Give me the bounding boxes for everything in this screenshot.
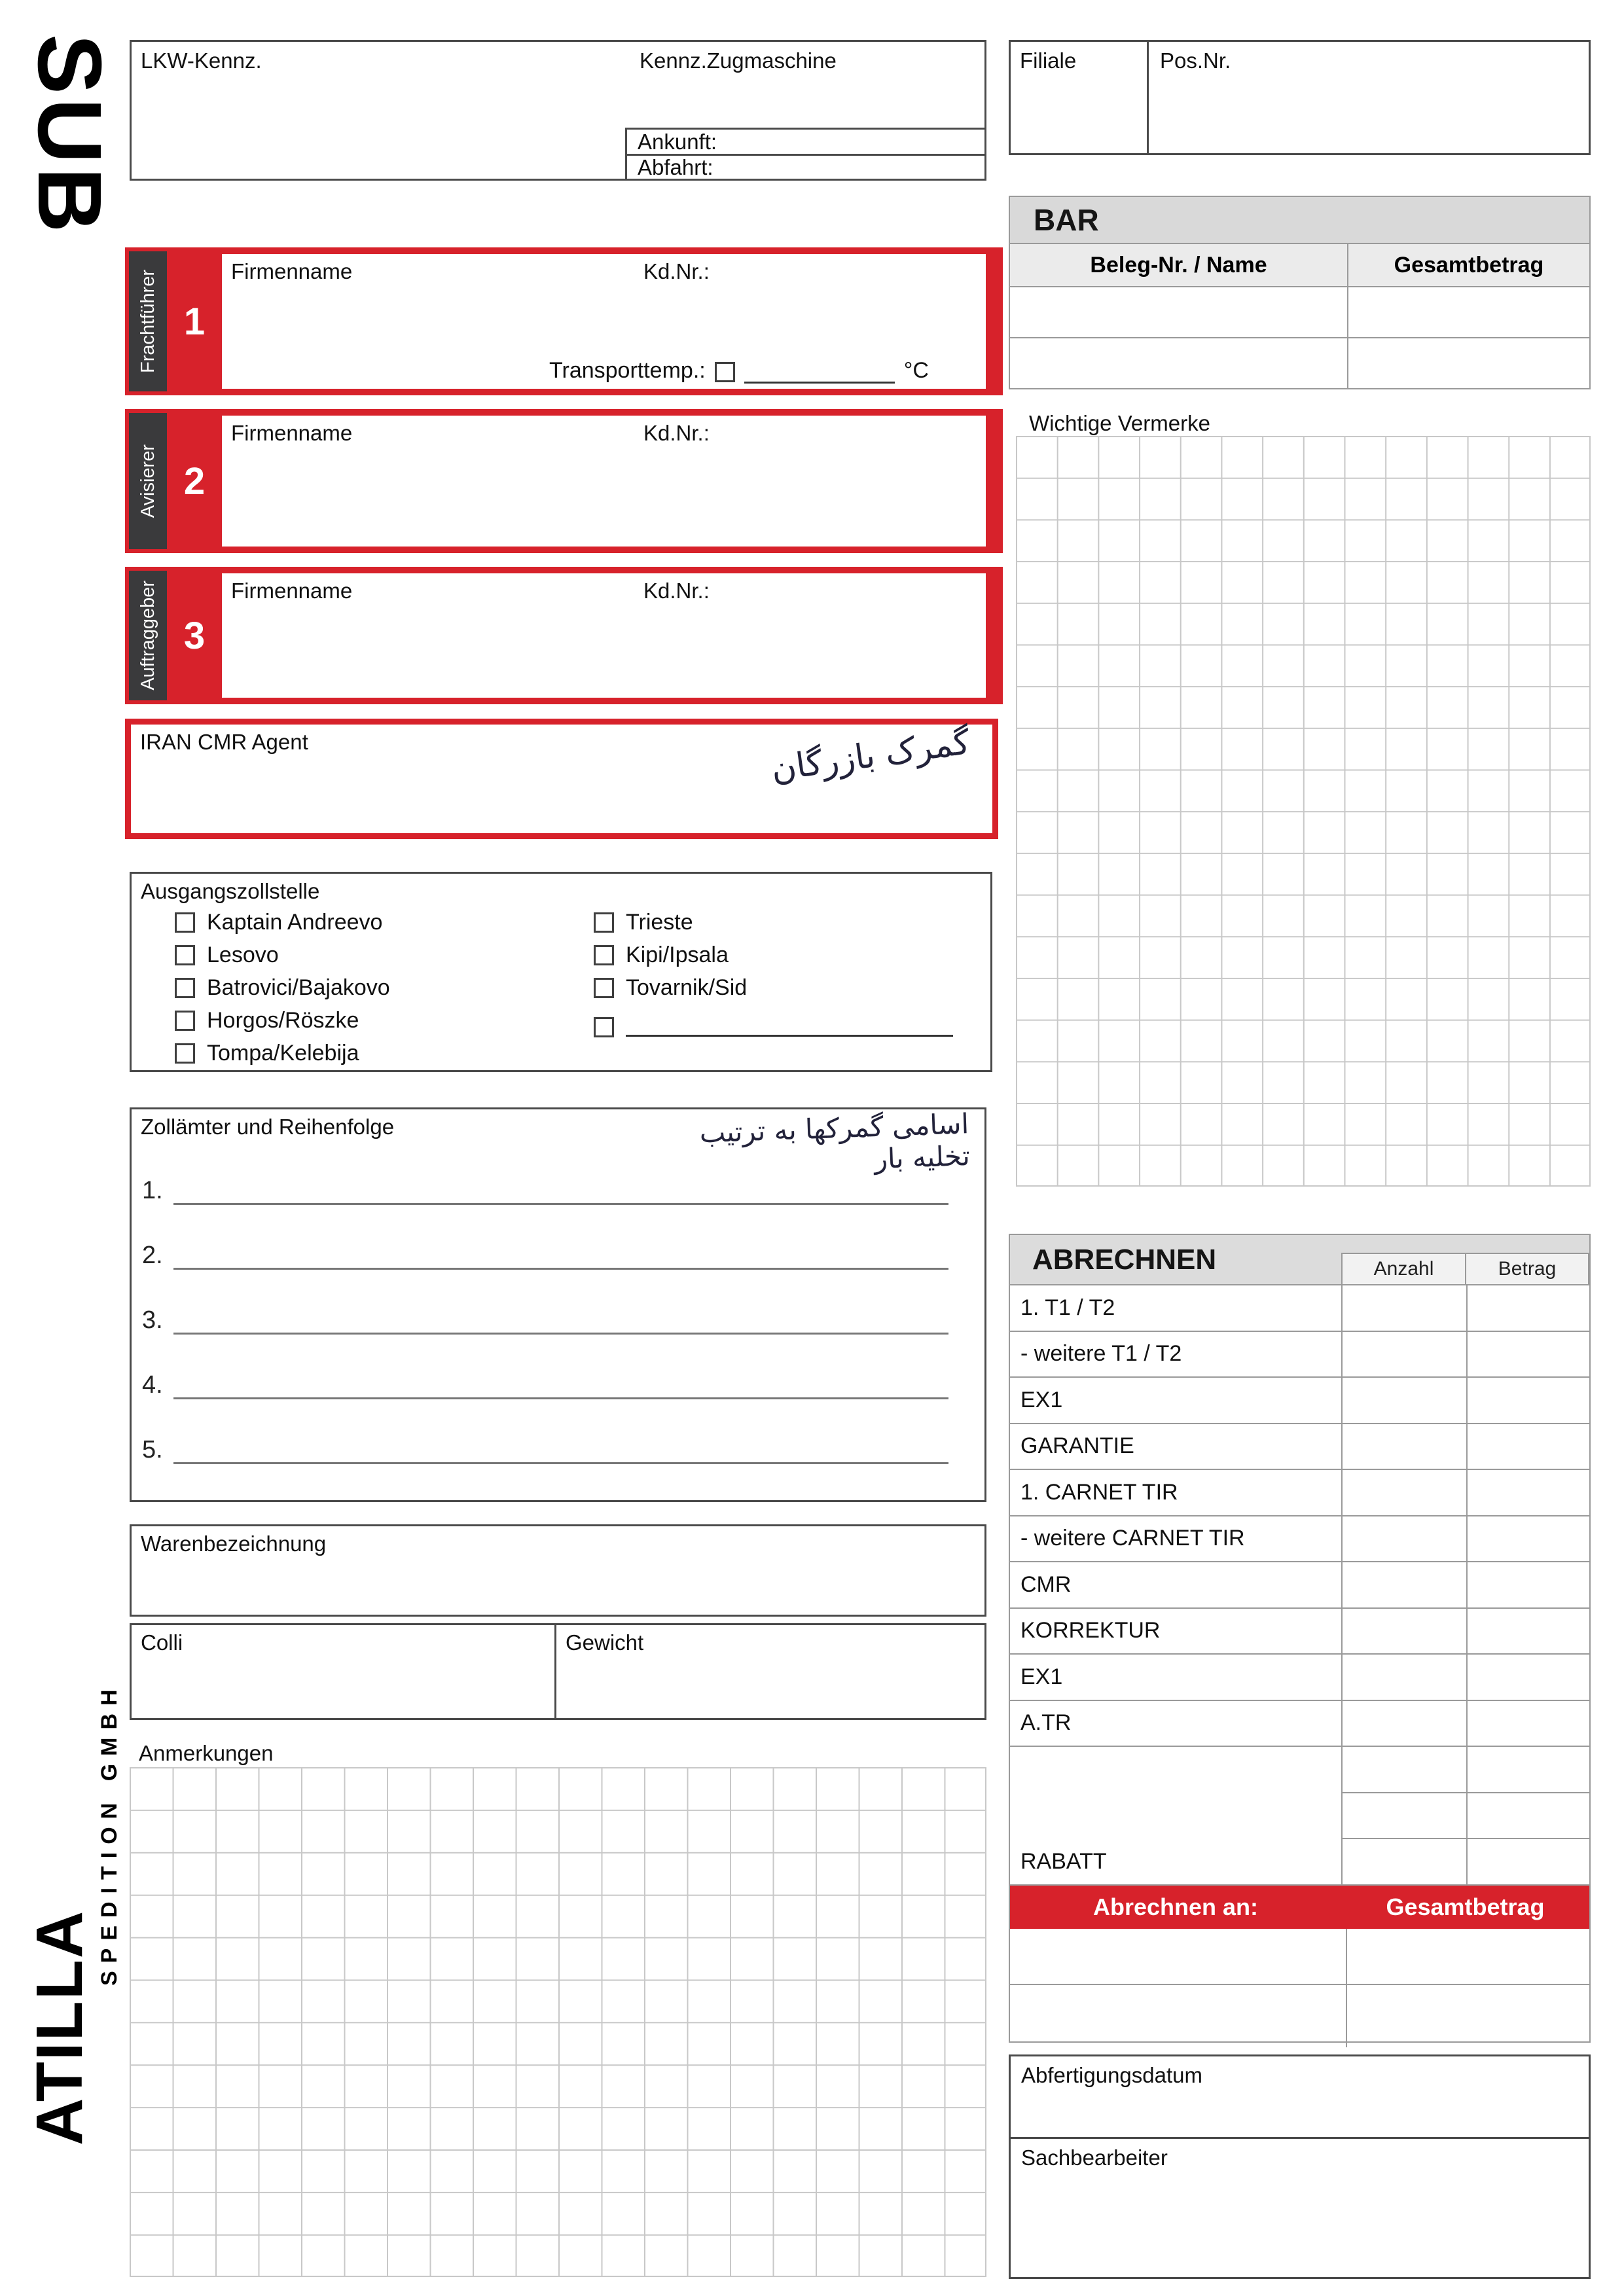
party-2-kdnr-label: Kd.Nr.: — [643, 421, 710, 445]
anzahl-cell[interactable] — [1341, 1424, 1466, 1471]
party-3-firmenname-label: Firmenname — [231, 579, 353, 603]
row-label: EX1 — [1010, 1378, 1341, 1424]
betrag-cell[interactable] — [1466, 1285, 1589, 1332]
party-1-fields[interactable] — [222, 254, 986, 389]
party-3-fields[interactable] — [222, 573, 986, 698]
filiale-divider — [1147, 42, 1149, 153]
betrag-cell[interactable] — [1466, 1424, 1589, 1471]
betrag-cell[interactable] — [1466, 1655, 1589, 1701]
betrag-cell[interactable] — [1466, 1378, 1589, 1424]
warenbezeichnung-label: Warenbezeichnung — [141, 1532, 327, 1556]
bar-row-2-beleg-cell[interactable] — [1010, 338, 1347, 388]
row-label: RABATT — [1010, 1839, 1341, 1886]
row-label: - weitere CARNET TIR — [1010, 1516, 1341, 1563]
filiale-label: Filiale — [1020, 48, 1077, 73]
option-lesovo — [175, 944, 390, 965]
abrechnen-table — [1009, 1234, 1591, 2043]
kipi-ipsala-checkbox[interactable] — [594, 945, 614, 965]
option-trieste — [594, 909, 973, 935]
abrechnen-column-headers — [1341, 1253, 1589, 1285]
anzahl-cell[interactable] — [1341, 1516, 1466, 1563]
anzahl-cell[interactable] — [1341, 1701, 1466, 1748]
ausgangszollstelle-label: Ausgangszollstelle — [141, 879, 320, 903]
option-other — [594, 1016, 973, 1037]
row-label: A.TR — [1010, 1701, 1341, 1748]
abrechnen-row-ex1-2 — [1010, 1655, 1589, 1701]
kaptain-andreevo-label: Kaptain Andreevo — [207, 909, 383, 935]
row-label: KORREKTUR — [1010, 1609, 1341, 1655]
tovarnik-sid-checkbox[interactable] — [594, 978, 614, 998]
bar-header-row — [1010, 243, 1589, 286]
zollaemter-label: Zollämter und Reihenfolge — [141, 1115, 395, 1139]
arrival-departure-box[interactable] — [625, 128, 984, 179]
line-4-number: 4. — [142, 1371, 163, 1399]
transporttemp-fill-line[interactable] — [744, 364, 895, 384]
kipi-ipsala-label: Kipi/Ipsala — [626, 942, 729, 967]
anzahl-cell[interactable] — [1341, 1285, 1466, 1332]
abrechnen-row-garantie — [1010, 1424, 1589, 1471]
row-label: GARANTIE — [1010, 1424, 1341, 1471]
line-1-number: 1. — [142, 1177, 163, 1204]
abrechnen-row-cmr — [1010, 1562, 1589, 1609]
gewicht-box[interactable] — [554, 1623, 986, 1720]
iran-cmr-agent-box[interactable] — [125, 719, 998, 839]
transporttemp-checkbox[interactable] — [715, 362, 735, 382]
ankunft-row[interactable] — [627, 130, 984, 156]
betrag-cell[interactable] — [1466, 1562, 1589, 1609]
option-horgos-roeszke — [175, 1007, 390, 1033]
footer-box — [1009, 2054, 1591, 2279]
abrechnen-row-t1t2 — [1010, 1285, 1589, 1332]
abrechnen-header — [1010, 1235, 1589, 1285]
horgos-roeszke-label: Horgos/Röszke — [207, 1007, 359, 1033]
abrechnen-row-weitere-carnet-tir — [1010, 1516, 1589, 1563]
abrechnen-an-label: Abrechnen an: — [1092, 1893, 1259, 1920]
zollaemter-box — [130, 1107, 986, 1502]
gesamtbetrag-cell-2[interactable] — [1346, 1985, 1589, 2047]
horgos-roeszke-checkbox[interactable] — [175, 1011, 195, 1031]
iran-cmr-agent-label: IRAN CMR Agent — [140, 730, 308, 754]
party-2-number: 2 — [183, 459, 206, 503]
bar-col-beleg-header: Beleg-Nr. / Name — [1090, 252, 1267, 278]
anzahl-cell[interactable] — [1341, 1839, 1466, 1886]
abrechnen-an-bar — [1010, 1886, 1589, 1929]
abrechnen-row-atr — [1010, 1701, 1589, 1748]
sachbearbeiter-label: Sachbearbeiter — [1021, 2145, 1168, 2170]
ausgangszollstelle-box — [130, 872, 992, 1072]
row-label: - weitere T1 / T2 — [1010, 1332, 1341, 1378]
zollamt-line-1 — [142, 1175, 948, 1205]
batrovici-bajakovo-checkbox[interactable] — [175, 978, 195, 998]
lesovo-checkbox[interactable] — [175, 945, 195, 965]
anzahl-cell[interactable] — [1341, 1332, 1466, 1378]
transporttemp-label: Transporttemp.: — [549, 358, 706, 383]
party-2-firmenname-label: Firmenname — [231, 421, 353, 445]
abrechnen-row-carnet-tir — [1010, 1470, 1589, 1516]
kennz-zugmaschine-label: Kennz.Zugmaschine — [640, 48, 837, 73]
betrag-cell[interactable] — [1466, 1470, 1589, 1516]
abfahrt-label: Abfahrt: — [638, 154, 713, 179]
other-zollstelle-fill-line[interactable] — [626, 1017, 953, 1037]
line-3-number: 3. — [142, 1306, 163, 1334]
anzahl-cell[interactable] — [1341, 1793, 1466, 1840]
gesamtbetrag-label: Gesamtbetrag — [1386, 1893, 1545, 1920]
abrechnen-row-rabatt — [1010, 1839, 1589, 1886]
anmerkungen-label: Anmerkungen — [139, 1741, 274, 1765]
option-tovarnik-sid — [594, 977, 973, 998]
abrechnen-row-ex1 — [1010, 1378, 1589, 1424]
row-label — [1010, 1747, 1341, 1793]
kaptain-andreevo-checkbox[interactable] — [175, 912, 195, 933]
anzahl-cell[interactable] — [1341, 1378, 1466, 1424]
zollaemter-lines — [142, 1175, 948, 1499]
line-2-number: 2. — [142, 1242, 163, 1269]
zollamt-line-5 — [142, 1434, 948, 1464]
party-section-frachtfuehrer — [125, 247, 1003, 395]
anzahl-cell[interactable] — [1341, 1470, 1466, 1516]
option-tompa-kelebija — [175, 1040, 390, 1066]
auftraggeber-role-label: Auftraggeber — [137, 581, 158, 691]
party-2-fields[interactable] — [222, 416, 986, 547]
batrovici-bajakovo-label: Batrovici/Bajakovo — [207, 975, 390, 1000]
zollamt-line-3 — [142, 1304, 948, 1335]
row-label: 1. CARNET TIR — [1010, 1470, 1341, 1516]
abrechnen-title: ABRECHNEN — [1032, 1243, 1217, 1276]
party-1-number: 1 — [183, 300, 206, 343]
party-section-auftraggeber — [125, 567, 1003, 704]
abrechnen-row-weitere-t1t2 — [1010, 1332, 1589, 1378]
zollaemter-handwriting: اسامی گمرکها به ترتیب تخلیه بار — [698, 1107, 971, 1175]
betrag-cell[interactable] — [1466, 1609, 1589, 1655]
betrag-column-header: Betrag — [1466, 1253, 1589, 1285]
abrechnen-total-row-1 — [1010, 1929, 1589, 1985]
zollstelle-left-column — [175, 909, 390, 1075]
transporttemp-row — [549, 358, 929, 384]
filiale-posnr-box[interactable] — [1009, 40, 1591, 155]
betrag-cell[interactable] — [1466, 1839, 1589, 1886]
abrechnen-an-cell-2[interactable] — [1010, 1985, 1346, 2047]
tompa-kelebija-label: Tompa/Kelebija — [207, 1040, 359, 1066]
lesovo-label: Lesovo — [207, 942, 279, 967]
row-label — [1010, 1793, 1341, 1840]
anzahl-cell[interactable] — [1341, 1562, 1466, 1609]
option-kaptain-andreevo — [175, 909, 390, 935]
ankunft-label: Ankunft: — [638, 129, 717, 154]
row-label: EX1 — [1010, 1655, 1341, 1701]
wichtige-vermerke-label: Wichtige Vermerke — [1029, 411, 1210, 435]
bar-row-1-beleg-cell[interactable] — [1010, 287, 1347, 337]
line-3-fill[interactable] — [173, 1333, 948, 1335]
sub-logo: SUB — [19, 34, 120, 237]
gewicht-label: Gewicht — [566, 1630, 644, 1655]
colli-label: Colli — [141, 1630, 183, 1655]
abrechnen-row-korrektur — [1010, 1609, 1589, 1655]
abfertigungsdatum-box[interactable] — [1011, 2056, 1589, 2139]
bar-col-gesamt-header: Gesamtbetrag — [1347, 244, 1589, 286]
lkw-kennz-label: LKW-Kennz. — [141, 48, 262, 73]
vermerke-grid[interactable] — [1016, 436, 1591, 1187]
pos-nr-label: Pos.Nr. — [1160, 48, 1231, 73]
bar-title: BAR — [1010, 197, 1589, 243]
line-4-fill[interactable] — [173, 1397, 948, 1399]
bar-row-2-gesamt-cell[interactable] — [1347, 338, 1589, 388]
bar-row-1-gesamt-cell[interactable] — [1347, 287, 1589, 337]
betrag-cell[interactable] — [1466, 1793, 1589, 1840]
betrag-cell[interactable] — [1466, 1516, 1589, 1563]
party-3-kdnr-label: Kd.Nr.: — [643, 579, 710, 603]
celsius-label: °C — [903, 358, 929, 383]
other-zollstelle-checkbox[interactable] — [594, 1017, 614, 1037]
avisierer-role-label: Avisierer — [137, 444, 158, 518]
option-batrovici-bajakovo — [175, 977, 390, 998]
sachbearbeiter-box[interactable] — [1011, 2139, 1589, 2177]
line-1-fill[interactable] — [173, 1203, 948, 1205]
party-section-avisierer — [125, 409, 1003, 553]
line-5-fill[interactable] — [173, 1462, 948, 1464]
party-1-firmenname-label: Firmenname — [231, 259, 353, 283]
anzahl-cell[interactable] — [1341, 1609, 1466, 1655]
abrechnen-an-cell[interactable] — [1010, 1929, 1346, 1985]
truck-info-box[interactable] — [130, 40, 986, 181]
party-3-number: 3 — [183, 614, 206, 657]
abrechnen-row-empty-2 — [1010, 1793, 1589, 1840]
tovarnik-sid-label: Tovarnik/Sid — [626, 975, 748, 1000]
anzahl-column-header: Anzahl — [1341, 1253, 1466, 1285]
abrechnen-total-row-2 — [1010, 1985, 1589, 2041]
zollamt-line-2 — [142, 1240, 948, 1270]
bar-row-2 — [1010, 337, 1589, 388]
bar-row-1 — [1010, 286, 1589, 337]
zollstelle-right-column — [594, 909, 973, 1049]
option-kipi-ipsala — [594, 944, 973, 965]
betrag-cell[interactable] — [1466, 1701, 1589, 1748]
iran-handwriting: گمرک بازرگان — [768, 723, 973, 789]
trieste-checkbox[interactable] — [594, 912, 614, 933]
atilla-logo: ATILLA — [23, 1909, 96, 2145]
anzahl-cell[interactable] — [1341, 1655, 1466, 1701]
row-label: CMR — [1010, 1562, 1341, 1609]
abfahrt-row[interactable] — [627, 156, 984, 179]
anzahl-cell[interactable] — [1341, 1747, 1466, 1793]
line-2-fill[interactable] — [173, 1268, 948, 1270]
colli-box[interactable] — [130, 1623, 556, 1720]
spedition-gmbh-logo: SPEDITION GMBH — [97, 1681, 122, 1986]
warenbezeichnung-box[interactable] — [130, 1524, 986, 1617]
frachtfuehrer-role-strip — [129, 251, 167, 391]
trieste-label: Trieste — [626, 909, 693, 935]
avisierer-role-strip — [129, 413, 167, 549]
gesamtbetrag-cell[interactable] — [1346, 1929, 1589, 1985]
tompa-kelebija-checkbox[interactable] — [175, 1043, 195, 1064]
row-label: 1. T1 / T2 — [1010, 1285, 1341, 1332]
abrechnen-row-empty-1 — [1010, 1747, 1589, 1793]
betrag-cell[interactable] — [1466, 1747, 1589, 1793]
zollamt-line-4 — [142, 1369, 948, 1399]
party-1-kdnr-label: Kd.Nr.: — [643, 259, 710, 283]
anmerkungen-grid[interactable] — [130, 1767, 986, 2277]
bar-table — [1009, 196, 1591, 389]
auftraggeber-role-strip — [129, 571, 167, 700]
abfertigungsdatum-label: Abfertigungsdatum — [1021, 2063, 1203, 2087]
frachtfuehrer-role-label: Frachtführer — [137, 270, 158, 373]
line-5-number: 5. — [142, 1436, 163, 1463]
betrag-cell[interactable] — [1466, 1332, 1589, 1378]
